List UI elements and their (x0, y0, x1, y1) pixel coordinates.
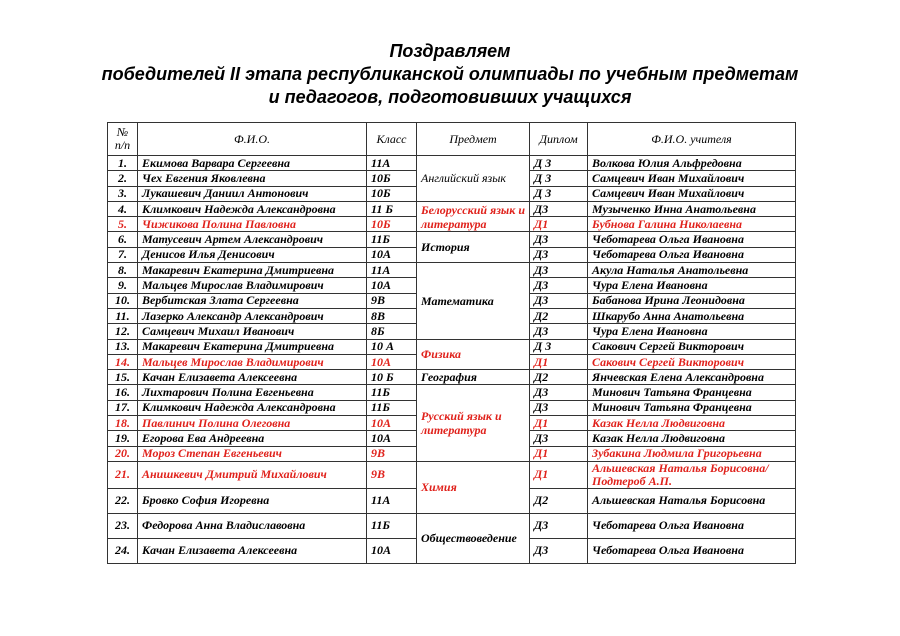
row-num: 17. (108, 400, 138, 415)
header-fio: Ф.И.О. (138, 123, 367, 156)
diploma: Д3 (530, 324, 588, 339)
row-num: 5. (108, 217, 138, 232)
table-row (108, 370, 796, 385)
row-num: 19. (108, 431, 138, 446)
subject-label: История (421, 240, 470, 255)
student-name: Бровко София Игоревна (138, 488, 367, 513)
diploma: Д3 (530, 538, 588, 563)
teacher-name: Чура Елена Ивановна (588, 324, 796, 339)
diploma: Д 3 (530, 339, 588, 354)
diploma: Д 3 (530, 171, 588, 186)
row-num: 7. (108, 247, 138, 262)
diploma: Д3 (530, 263, 588, 278)
subject-cell (417, 461, 530, 513)
row-num: 21. (108, 461, 138, 488)
student-class: 11А (367, 488, 417, 513)
student-class: 11Б (367, 385, 417, 400)
row-num: 8. (108, 263, 138, 278)
student-class: 10А (367, 431, 417, 446)
subject-label: Химия (421, 480, 457, 495)
student-name: Лукашевич Даниил Антонович (138, 186, 367, 201)
teacher-name: Акула Наталья Анатольевна (588, 263, 796, 278)
teacher-name: Казак Нелла Людвиговна (588, 431, 796, 446)
subject-label: Белорусский язык и литература (421, 202, 526, 231)
student-name: Макаревич Екатерина Дмитриевна (138, 339, 367, 354)
row-num: 6. (108, 232, 138, 247)
table-row (108, 263, 796, 278)
teacher-name: Чеботарева Ольга Ивановна (588, 247, 796, 262)
table-row (108, 156, 796, 171)
student-class: 10А (367, 416, 417, 431)
row-num: 3. (108, 186, 138, 201)
row-num: 1. (108, 156, 138, 171)
teacher-name: Янчевская Елена Александровна (588, 370, 796, 385)
diploma: Д3 (530, 247, 588, 262)
teacher-name: Казак Нелла Людвиговна (588, 416, 796, 431)
student-name: Мальцев Мирослав Владимирович (138, 354, 367, 369)
subject-cell (417, 201, 530, 232)
student-class: 11Б (367, 232, 417, 247)
student-name: Чех Евгения Яковлевна (138, 171, 367, 186)
header-diploma: Диплом (530, 123, 588, 156)
row-num: 14. (108, 354, 138, 369)
student-name: Егорова Ева Андреевна (138, 431, 367, 446)
student-name: Лихтарович Полина Евгеньевна (138, 385, 367, 400)
table-header-row (108, 123, 796, 156)
student-name: Мороз Степан Евгеньевич (138, 446, 367, 461)
student-class: 10 Б (367, 370, 417, 385)
teacher-name: Сакович Сергей Викторович (588, 354, 796, 369)
row-num: 22. (108, 488, 138, 513)
student-class: 10Б (367, 171, 417, 186)
student-class: 10А (367, 354, 417, 369)
subject-label: Физика (421, 347, 462, 362)
subject-cell (417, 339, 530, 370)
student-name: Чижикова Полина Павловна (138, 217, 367, 232)
row-num: 13. (108, 339, 138, 354)
teacher-name: Альшевская Наталья Борисовна/ Подтероб А.П. (588, 461, 796, 488)
teacher-name: Минович Татьяна Францевна (588, 400, 796, 415)
subject-label: Английский язык (421, 171, 506, 186)
teacher-name: Волкова Юлия Альфредовна (588, 156, 796, 171)
teacher-name: Самцевич Иван Михайлович (588, 171, 796, 186)
table-row (108, 232, 796, 247)
student-name: Вербитская Злата Сергеевна (138, 293, 367, 308)
diploma: Д1 (530, 217, 588, 232)
row-num: 16. (108, 385, 138, 400)
student-name: Мальцев Мирослав Владимирович (138, 278, 367, 293)
row-num: 4. (108, 201, 138, 216)
student-name: Качан Елизавета Алексеевна (138, 538, 367, 563)
diploma: Д2 (530, 488, 588, 513)
table-row-highlighted (108, 461, 796, 488)
student-class: 9В (367, 446, 417, 461)
student-name: Анишкевич Дмитрий Михайлович (138, 461, 367, 488)
student-name: Лазерко Александр Александрович (138, 308, 367, 323)
subject-cell (417, 385, 530, 461)
row-num: 2. (108, 171, 138, 186)
header-num: № п/п (108, 123, 138, 156)
diploma: Д2 (530, 370, 588, 385)
subject-cell (417, 513, 530, 563)
teacher-name: Чура Елена Ивановна (588, 278, 796, 293)
teacher-name: Зубакина Людмила Григорьевна (588, 446, 796, 461)
row-num: 10. (108, 293, 138, 308)
table-row (108, 385, 796, 400)
student-class: 10А (367, 247, 417, 262)
subject-cell (417, 232, 530, 263)
table-row (108, 201, 796, 216)
row-num: 15. (108, 370, 138, 385)
student-name: Матусевич Артем Александрович (138, 232, 367, 247)
diploma: Д3 (530, 385, 588, 400)
row-num: 12. (108, 324, 138, 339)
row-num: 18. (108, 416, 138, 431)
diploma: Д1 (530, 446, 588, 461)
teacher-name: Чеботарева Ольга Ивановна (588, 513, 796, 538)
table-row (108, 339, 796, 354)
student-class: 10Б (367, 217, 417, 232)
student-class: 9В (367, 461, 417, 488)
heading-line-1: Поздравляем (389, 41, 511, 61)
subject-label: Обществоведение (421, 531, 517, 546)
subject-label: Математика (421, 293, 494, 308)
teacher-name: Музыченко Инна Анатольевна (588, 201, 796, 216)
diploma: Д1 (530, 354, 588, 369)
teacher-name: Чеботарева Ольга Ивановна (588, 232, 796, 247)
subject-cell (417, 370, 530, 385)
teacher-name: Самцевич Иван Михайлович (588, 186, 796, 201)
student-name: Екимова Варвара Сергеевна (138, 156, 367, 171)
subject-cell (417, 156, 530, 202)
student-class: 10Б (367, 186, 417, 201)
student-name: Денисов Илья Денисович (138, 247, 367, 262)
row-num: 20. (108, 446, 138, 461)
diploma: Д3 (530, 513, 588, 538)
row-num: 24. (108, 538, 138, 563)
student-class: 10А (367, 538, 417, 563)
row-num: 11. (108, 308, 138, 323)
diploma: Д3 (530, 293, 588, 308)
subject-cell (417, 263, 530, 339)
subject-label: География (421, 370, 477, 385)
teacher-name: Бабанова Ирина Леонидовна (588, 293, 796, 308)
teacher-name: Альшевская Наталья Борисовна (588, 488, 796, 513)
teacher-name: Сакович Сергей Викторович (588, 339, 796, 354)
student-class: 11А (367, 263, 417, 278)
student-name: Самцевич Михаил Иванович (138, 324, 367, 339)
student-class: 8В (367, 308, 417, 323)
student-class: 11 Б (367, 201, 417, 216)
student-class: 10А (367, 278, 417, 293)
diploma: Д3 (530, 232, 588, 247)
student-name: Федорова Анна Владиславовна (138, 513, 367, 538)
header-subject: Предмет (417, 123, 530, 156)
diploma: Д3 (530, 431, 588, 446)
diploma: Д1 (530, 416, 588, 431)
student-class: 9В (367, 293, 417, 308)
heading-line-3: и педагогов, подготовивших учащихся (268, 87, 632, 107)
subject-label: Русский язык и литература (421, 409, 502, 438)
teacher-name: Шкарубо Анна Анатольевна (588, 308, 796, 323)
student-class: 10 А (367, 339, 417, 354)
student-class: 8Б (367, 324, 417, 339)
row-num: 9. (108, 278, 138, 293)
student-class: 11А (367, 156, 417, 171)
header-teacher: Ф.И.О. учителя (588, 123, 796, 156)
teacher-name: Бубнова Галина Николаевна (588, 217, 796, 232)
diploma: Д 3 (530, 156, 588, 171)
student-class: 11Б (367, 400, 417, 415)
diploma: Д 3 (530, 186, 588, 201)
winners-table (107, 122, 796, 564)
teacher-name: Чеботарева Ольга Ивановна (588, 538, 796, 563)
student-name: Климкович Надежда Александровна (138, 400, 367, 415)
page-heading (0, 40, 900, 109)
diploma: Д1 (530, 461, 588, 488)
student-name: Качан Елизавета Алексеевна (138, 370, 367, 385)
diploma: Д2 (530, 308, 588, 323)
diploma: Д3 (530, 278, 588, 293)
diploma: Д3 (530, 400, 588, 415)
student-class: 11Б (367, 513, 417, 538)
student-name: Климкович Надежда Александровна (138, 201, 367, 216)
student-name: Макаревич Екатерина Дмитриевна (138, 263, 367, 278)
table-row (108, 513, 796, 538)
header-class: Класс (367, 123, 417, 156)
heading-line-2: победителей II этапа республиканской олимпиады по учебным предметам (101, 64, 799, 84)
diploma: Д3 (530, 201, 588, 216)
student-name: Павлинич Полина Олеговна (138, 416, 367, 431)
teacher-name: Минович Татьяна Францевна (588, 385, 796, 400)
row-num: 23. (108, 513, 138, 538)
